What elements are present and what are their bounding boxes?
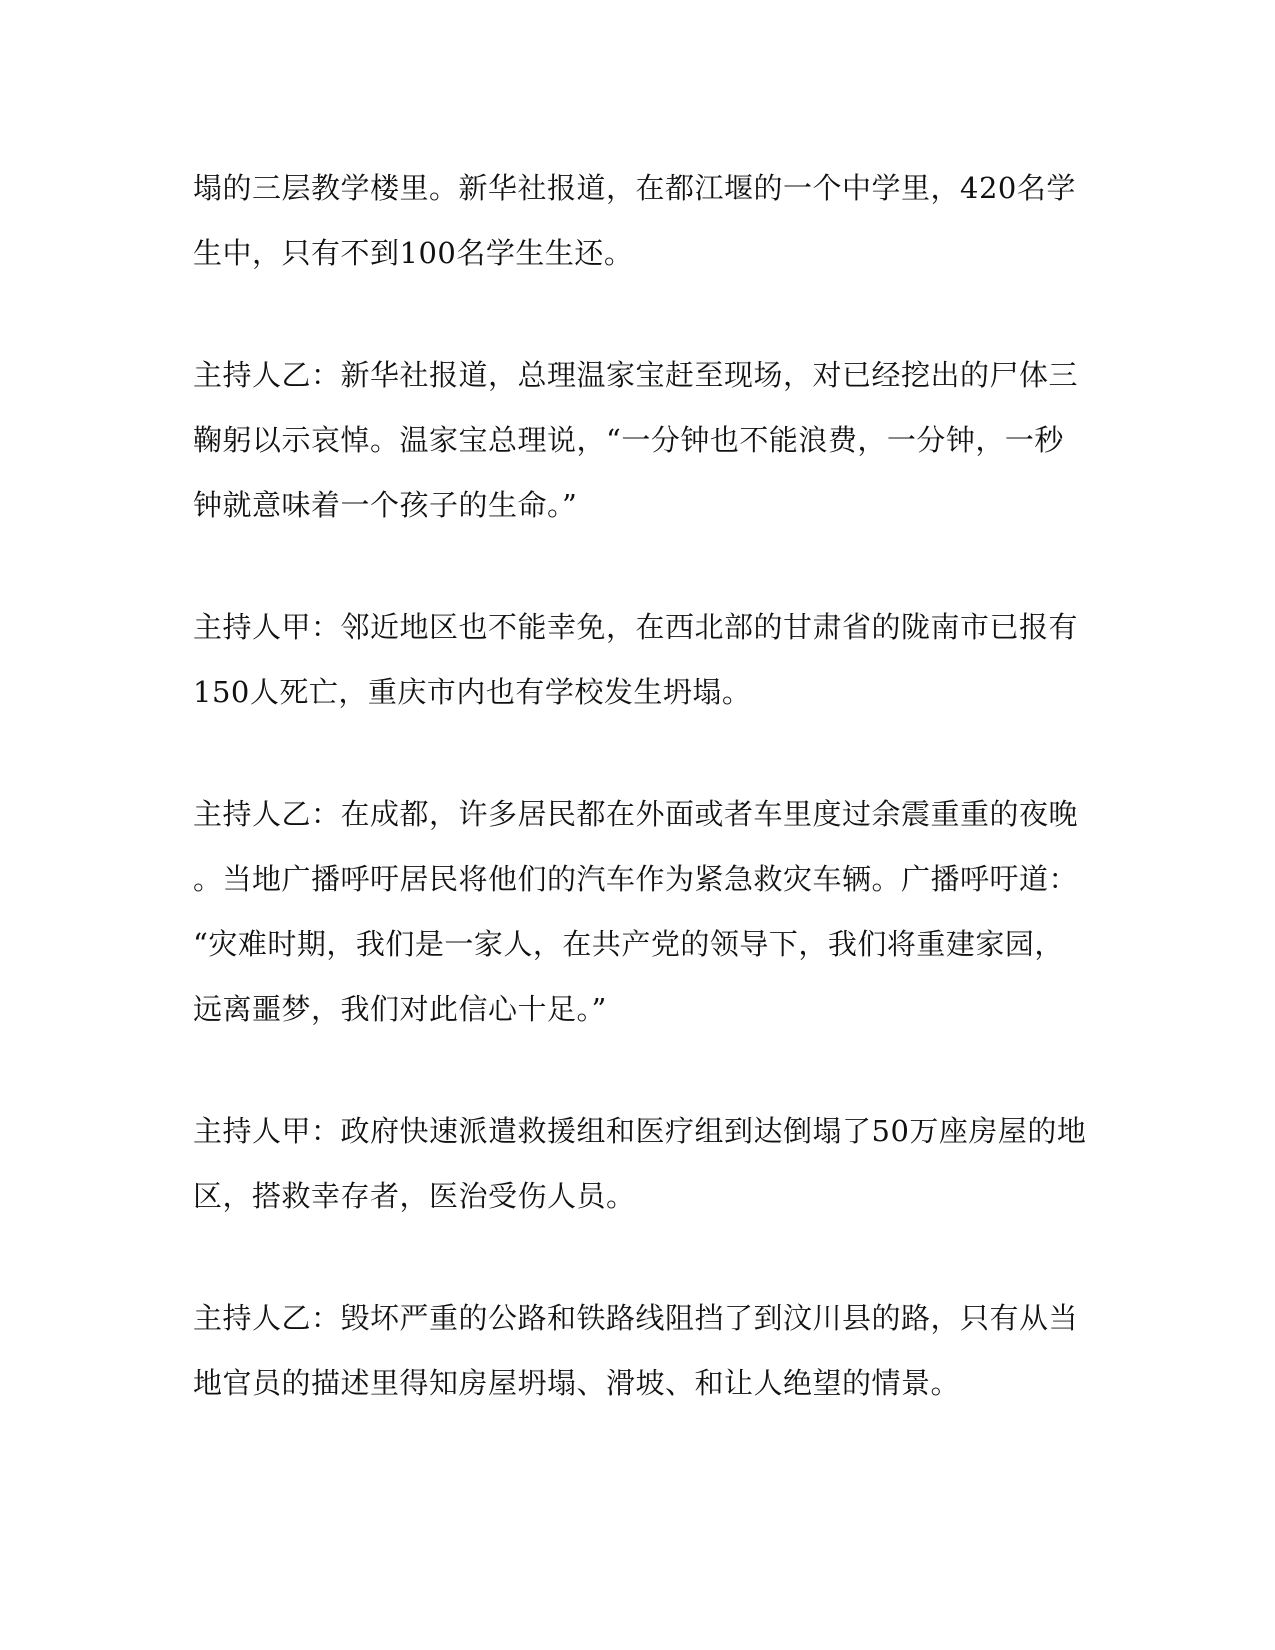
text-line: 远离噩梦，我们对此信心十足。” <box>193 992 607 1026</box>
text-line: 区，搭救幸存者，医治受伤人员。 <box>193 1179 636 1213</box>
text-line: “灾难时期，我们是一家人，在共产党的领导下，我们将重建家园， <box>193 927 1064 961</box>
text-line: 鞠躬以示哀悼。温家宝总理说，“一分钟也不能浪费，一分钟，一秒 <box>193 423 1064 457</box>
text-line: 。当地广播呼吁居民将他们的汽车作为紧急救灾车辆。广播呼吁道： <box>193 862 1079 896</box>
text-line: 地官员的描述里得知房屋坍塌、滑坡、和让人绝望的情景。 <box>193 1366 961 1400</box>
text-line: 主持人甲：邻近地区也不能幸免，在西北部的甘肃省的陇南市已报有 <box>193 610 1079 644</box>
text-line: 生中，只有不到100名学生生还。 <box>193 236 634 270</box>
text-line: 主持人乙：新华社报道，总理温家宝赶至现场，对已经挖出的尸体三 <box>193 358 1079 392</box>
text-line: 主持人乙：在成都，许多居民都在外面或者车里度过余震重重的夜晚 <box>193 797 1079 831</box>
text-line: 主持人乙：毁坏严重的公路和铁路线阻挡了到汶川县的路，只有从当 <box>193 1301 1079 1335</box>
text-line: 150人死亡，重庆市内也有学校发生坍塌。 <box>193 675 752 709</box>
text-line: 塌的三层教学楼里。新华社报道，在都江堰的一个中学里，420名学 <box>193 171 1076 205</box>
text-line: 钟就意味着一个孩子的生命。” <box>193 488 578 522</box>
text-line: 主持人甲：政府快速派遣救援组和医疗组到达倒塌了50万座房屋的地 <box>193 1114 1087 1148</box>
